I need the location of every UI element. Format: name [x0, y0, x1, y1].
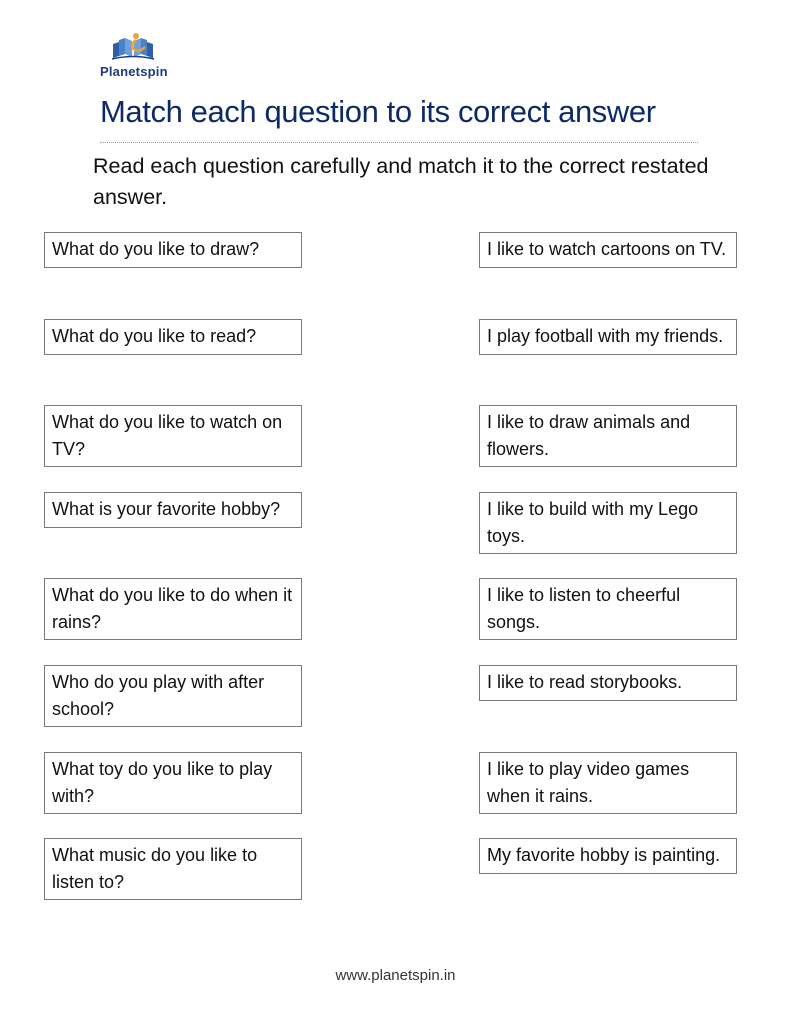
logo-text: Planetspin	[100, 64, 168, 79]
question-card-6[interactable]: Who do you play with after school?	[44, 665, 302, 727]
answer-card-1[interactable]: I like to watch cartoons on TV.	[479, 232, 737, 268]
question-card-4[interactable]: What is your favorite hobby?	[44, 492, 302, 528]
page-title: Match each question to its correct answer	[100, 94, 656, 129]
answer-card-6[interactable]: I like to read storybooks.	[479, 665, 737, 701]
question-card-5[interactable]: What do you like to do when it rains?	[44, 578, 302, 640]
answer-card-8[interactable]: My favorite hobby is painting.	[479, 838, 737, 874]
answer-card-5[interactable]: I like to listen to cheerful songs.	[479, 578, 737, 640]
question-card-7[interactable]: What toy do you like to play with?	[44, 752, 302, 814]
question-card-2[interactable]: What do you like to read?	[44, 319, 302, 355]
open-book-logo-icon	[109, 32, 157, 62]
footer-url: www.planetspin.in	[335, 967, 456, 984]
answer-card-3[interactable]: I like to draw animals and flowers.	[479, 405, 737, 467]
answer-card-4[interactable]: I like to build with my Lego toys.	[479, 492, 737, 554]
planetspin-logo	[100, 32, 166, 79]
question-card-8[interactable]: What music do you like to listen to?	[44, 838, 302, 900]
question-card-3[interactable]: What do you like to watch on TV?	[44, 405, 302, 467]
title-divider	[100, 142, 698, 143]
question-card-1[interactable]: What do you like to draw?	[44, 232, 302, 268]
answer-card-7[interactable]: I like to play video games when it rains.	[479, 752, 737, 814]
instructions: Read each question carefully and match it to the correct restated answer.	[93, 154, 709, 209]
answer-card-2[interactable]: I play football with my friends.	[479, 319, 737, 355]
